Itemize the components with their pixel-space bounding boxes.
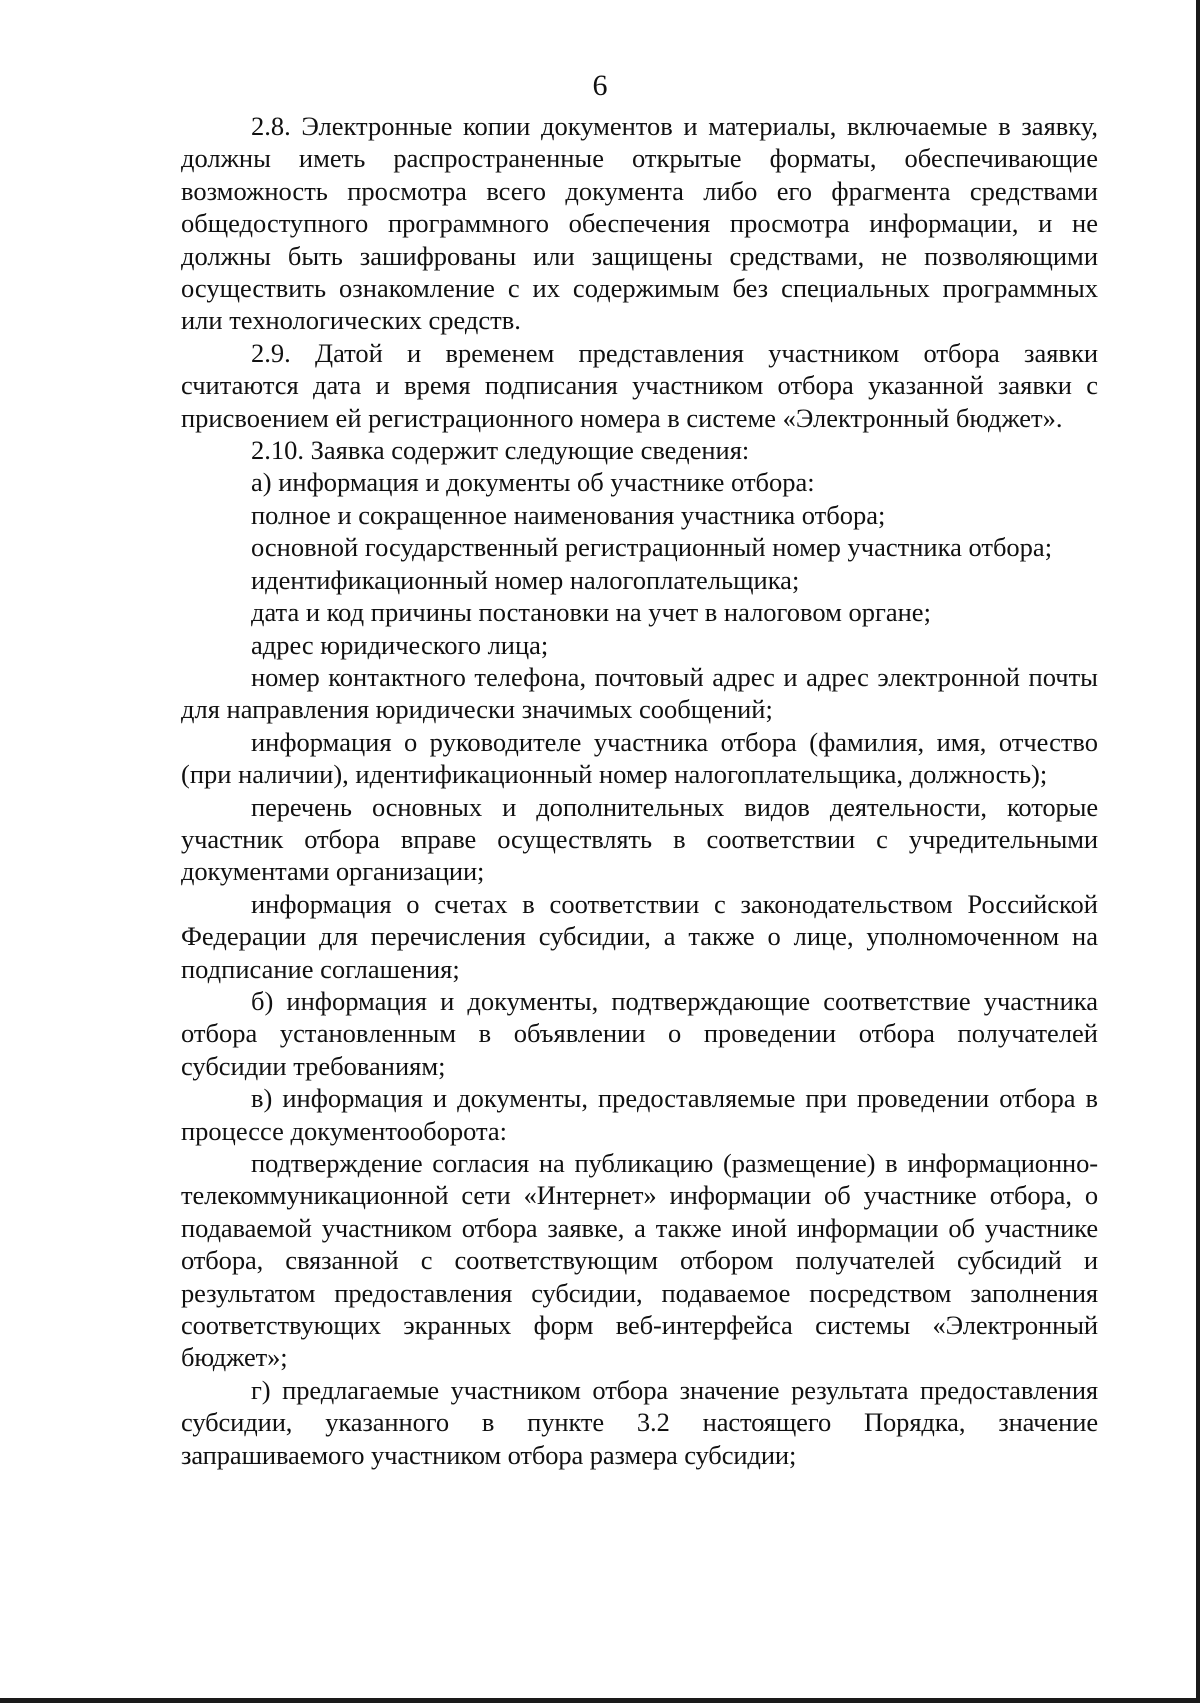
- list-item-kpp: дата и код причины постановки на учет в налоговом органе;: [251, 597, 931, 628]
- list-item-consent: подтверждение согласия на публикацию (размещение) в информационно-телекоммуникационной сети «Интернет» информации об участнике отбора, о подаваемой участником отбора заявке, а также иной информации об участнике отбора, связанной с соответствующим отбором получателей субсидий и результатом предоставления субсидии, подаваемое посредством заполнения соответствующих экранных форм веб-интерфейса системы «Электронный бюджет»;: [181, 1148, 1098, 1373]
- scan-edge-right: [1196, 0, 1200, 1703]
- page-number: 6: [592, 69, 608, 102]
- list-item-g: г) предлагаемые участником отбора значение результата предоставления субсидии, указанного в пункте 3.2 настоящего Порядка, значение запрашиваемого участником отбора размера субсидии;: [181, 1374, 1098, 1470]
- document-body: [181, 110, 1098, 1471]
- list-item-b: б) информация и документы, подтверждающие соответствие участника отбора установленным в объявлении о проведении отбора получателей субсидии требованиям;: [181, 985, 1098, 1081]
- list-item-accounts: информация о счетах в соответствии с законодательством Российской Федерации для перечисления субсидии, а также о лице, уполномоченном на подписание соглашения;: [181, 888, 1098, 984]
- paragraph-2-10: 2.10. Заявка содержит следующие сведения:: [251, 435, 750, 466]
- list-item-inn: идентификационный номер налогоплательщика;: [251, 564, 800, 595]
- list-item-address: адрес юридического лица;: [251, 629, 549, 660]
- list-item-name: полное и сокращенное наименования участника отбора;: [251, 499, 886, 530]
- list-item-director: информация о руководителе участника отбора (фамилия, имя, отчество (при наличии), идентификационный номер налогоплательщика, должность);: [181, 726, 1098, 790]
- list-item-v: в) информация и документы, предоставляемые при проведении отбора в процессе документооборота:: [181, 1083, 1098, 1146]
- scan-edge-bottom: [0, 1698, 1200, 1703]
- list-item-activities: перечень основных и дополнительных видов деятельности, которые участник отбора вправе осуществлять в соответствии с учредительными документами организации;: [181, 791, 1098, 887]
- paragraph-2-8: 2.8. Электронные копии документов и материалы, включаемые в заявку, должны иметь распространенные открытые форматы, обеспечивающие возможность просмотра всего документа либо его фрагмента средствами общедоступного программного обеспечения просмотра информации, и не должны быть зашифрованы или защищены средствами, не позволяющими осуществить ознакомление с их содержимым без специальных программных или технологических средств.: [181, 111, 1098, 336]
- list-item-a: а) информация и документы об участнике отбора:: [251, 467, 815, 498]
- paragraph-2-9: 2.9. Датой и временем представления участником отбора заявки считаются дата и время подписания участником отбора указанной заявки с присвоением ей регистрационного номера в системе «Электронный бюджет».: [181, 337, 1098, 433]
- list-item-contacts: номер контактного телефона, почтовый адрес и адрес электронной почты для направления юридически значимых сообщений;: [181, 661, 1098, 725]
- list-item-ogrn: основной государственный регистрационный номер участника отбора;: [251, 532, 1053, 563]
